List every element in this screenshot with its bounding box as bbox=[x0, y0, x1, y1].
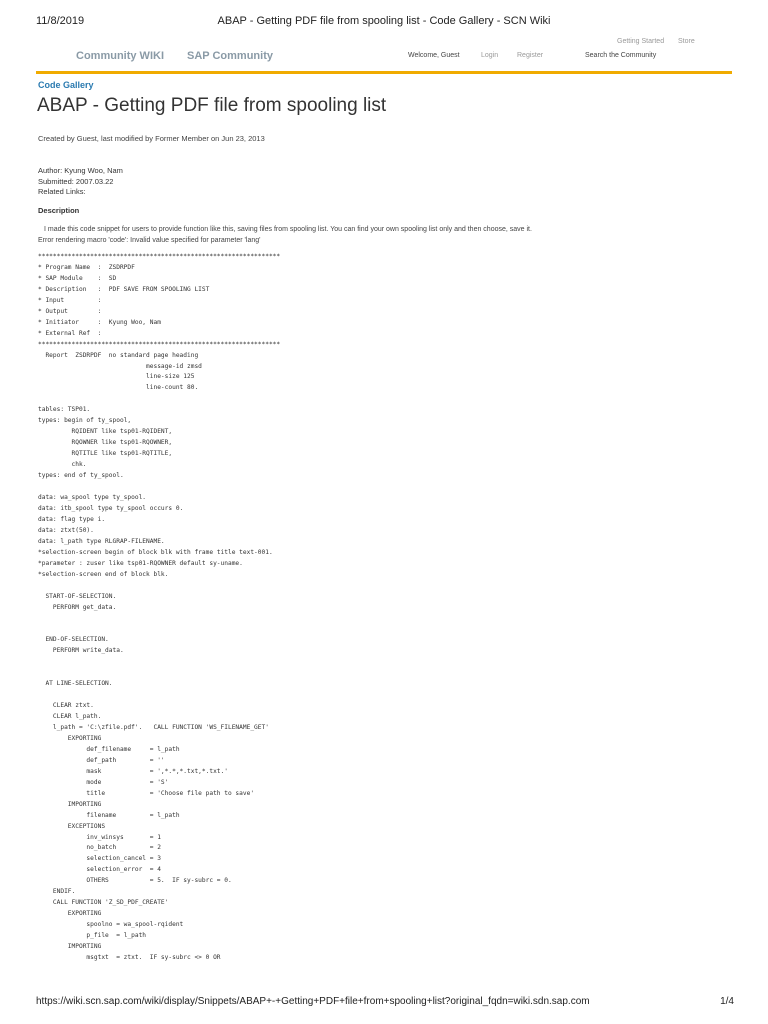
page-byline: Created by Guest, last modified by Former Member on Jun 23, 2013 bbox=[38, 134, 265, 143]
sap-community-link[interactable]: SAP Community bbox=[187, 50, 273, 62]
footer-url: https://wiki.scn.sap.com/wiki/display/Snippets/ABAP+-+Getting+PDF+file+from+spooling+list?original_fqdn=wiki.sdn.sap.com bbox=[36, 996, 590, 1007]
related-links-line: Related Links: bbox=[38, 187, 86, 196]
description-text bbox=[38, 224, 738, 246]
description-heading: Description bbox=[38, 206, 80, 215]
getting-started-link[interactable]: Getting Started bbox=[617, 38, 665, 45]
accent-divider bbox=[36, 71, 732, 74]
submitted-line: Submitted: 2007.03.22 bbox=[38, 176, 114, 186]
page-metadata bbox=[38, 166, 123, 198]
welcome-text: Welcome, Guest bbox=[408, 52, 460, 59]
author-line: Author: Kyung Woo, Nam bbox=[38, 166, 123, 175]
print-footer bbox=[0, 996, 768, 1008]
page-title: ABAP - Getting PDF file from spooling list bbox=[37, 95, 387, 116]
register-link[interactable]: Register bbox=[517, 52, 544, 59]
macro-error-line: Error rendering macro 'code': Invalid value specified for parameter 'lang' bbox=[38, 237, 261, 244]
page-number: 1/4 bbox=[720, 996, 734, 1007]
description-line: I made this code snippet for users to provide function like this, saving files from spooling list. You can find your own spooling list only and then choose, save it. bbox=[44, 226, 532, 233]
login-link[interactable]: Login bbox=[481, 52, 499, 59]
print-header bbox=[0, 15, 768, 29]
breadcrumb-code-gallery[interactable]: Code Gallery bbox=[38, 80, 94, 90]
community-wiki-link[interactable]: Community WIKI bbox=[76, 50, 164, 62]
print-date: 11/8/2019 bbox=[36, 15, 85, 27]
top-navigation bbox=[0, 38, 768, 74]
code-block: ***************************************************************** * Program Name : ZSDRPDF * SAP Module : SD * Description : PDF SAVE FROM SPOOLING LIST * Input : * Output : * Initiator : Kyung Woo, Nam * External Ref : ***************************************************************** Report ZSDRPDF no standard page heading message-id zmsd line-size 125 line-count 80. tables: TSP01. types: begin of ty_spool, RQIDENT like tsp01-RQIDENT, RQOWNER like tsp01-RQOWNER, RQTITLE like tsp01-RQTITLE, chk. types: end of ty_spool. data: wa_spool type ty_spool. data: itb_spool type ty_spool occurs 0. data: flag type i. data: ztxt(50). data: l_path type RLGRAP-FILENAME. *selection-screen begin of block blk with frame title text-001. *parameter : zuser like tsp01-RQOWNER default sy-uname. *selection-screen end of block blk. START-OF-SELECTION. PERFORM get_data. END-OF-SELECTION. PERFORM write_data. AT LINE-SELECTION. CLEAR ztxt. CLEAR l_path. l_path = 'C:\zfile.pdf'. CALL FUNCTION 'WS_FILENAME_GET' EXPORTING def_filename = l_path def_path = '' mask = ',*.*,*.txt,*.txt.' mode = 'S' title = 'Choose file path to save' IMPORTING filename = l_path EXCEPTIONS inv_winsys = 1 no_batch = 2 selection_cancel = 3 selection_error = 4 OTHERS = 5. IF sy-subrc = 0. ENDIF. CALL FUNCTION 'Z_SD_PDF_CREATE' EXPORTING spoolno = wa_spool-rqident p_file = l_path IMPORTING msgtxt = ztxt. IF sy-subrc <> 0 OR bbox=[38, 253, 281, 961]
print-title: ABAP - Getting PDF file from spooling list - Code Gallery - SCN Wiki bbox=[217, 15, 551, 27]
store-link[interactable]: Store bbox=[678, 38, 695, 45]
search-community-input[interactable]: Search the Community bbox=[585, 52, 657, 59]
